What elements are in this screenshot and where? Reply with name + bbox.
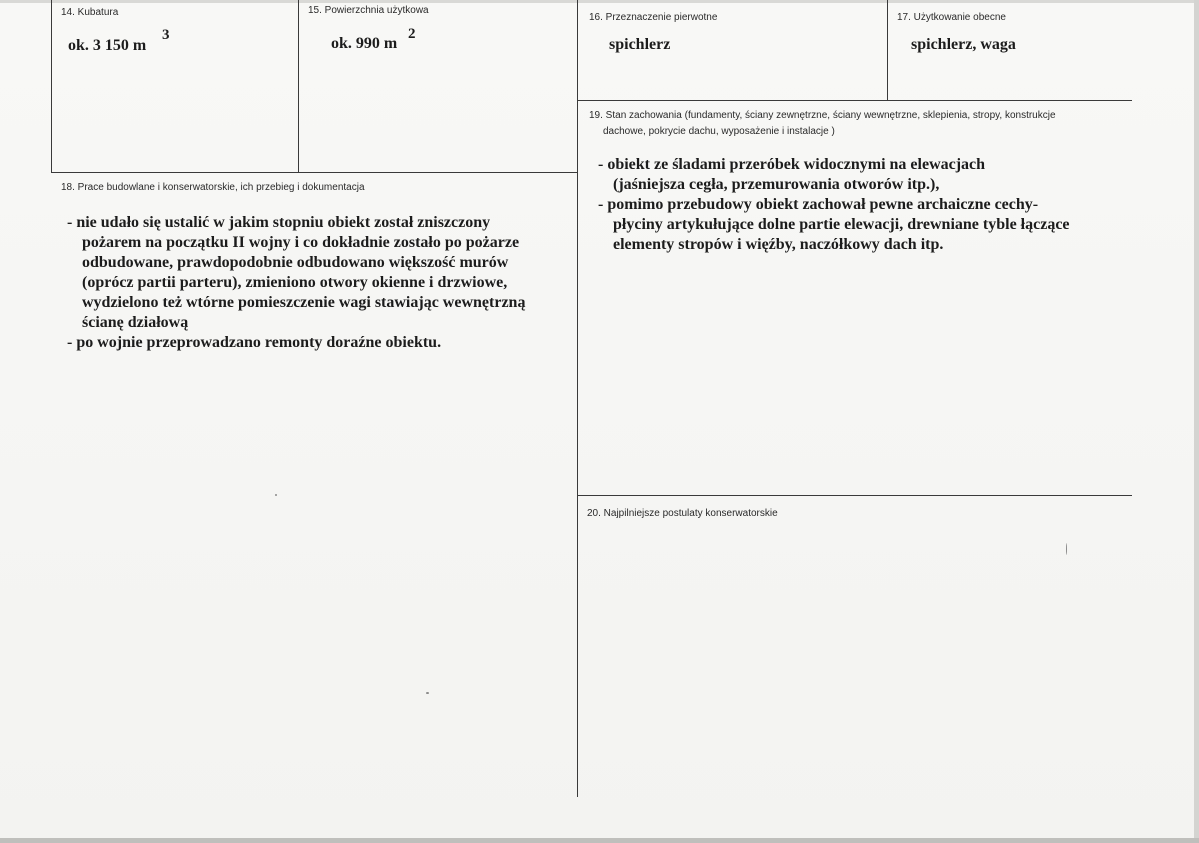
scan-edge-right — [1194, 0, 1199, 843]
field-14-label: 14. Kubatura — [61, 7, 119, 18]
field-19-label-line2: dachowe, pokrycie dachu, wyposażenie i instalacje ) — [603, 126, 835, 137]
field-20-label: 20. Najpilniejsze postulaty konserwatorskie — [587, 508, 778, 519]
field-17-label: 17. Użytkowanie obecne — [897, 12, 1006, 23]
field-19-line: - obiekt ze śladami przeróbek widocznymi na elewacjach — [598, 156, 986, 173]
field-16-value: spichlerz — [609, 36, 671, 53]
scan-speck — [426, 692, 429, 694]
field-18-line: wydzielono też wtórne pomieszczenie wagi stawiając wewnętrzną — [82, 294, 526, 311]
scan-edge-top — [0, 0, 1199, 3]
divider-14-15 — [298, 0, 299, 172]
field-18-text — [67, 213, 525, 353]
left-border-top — [51, 0, 52, 172]
field-16-label: 16. Przeznaczenie pierwotne — [589, 12, 718, 23]
field-19-line: płyciny artykułujące dolne partie elewacji, drewniane tyble łączące — [613, 216, 1070, 233]
center-divider — [577, 0, 578, 797]
field-18-label: 18. Prace budowlane i konserwatorskie, ich przebieg i dokumentacja — [61, 182, 365, 193]
field-18-line: (oprócz partii parteru), zmieniono otwory okienne i drzwiowe, — [82, 274, 508, 291]
field-19-line: elementy stropów i więźby, naczółkowy dach itp. — [613, 236, 944, 253]
row-divider-19-20 — [577, 495, 1132, 496]
scan-speck — [275, 494, 277, 496]
field-15-value: ok. 990 m — [331, 35, 398, 52]
field-18-line: pożarem na początku II wojny i co dokładnie zostało po pożarze — [82, 234, 520, 251]
field-14-unit-exponent: 3 — [162, 27, 170, 43]
field-14-value: ok. 3 150 m — [68, 37, 147, 54]
field-15-label: 15. Powierzchnia użytkowa — [308, 5, 429, 16]
field-18-line: odbudowane, prawdopodobnie odbudowano większość murów — [82, 254, 509, 271]
field-18-line: - po wojnie przeprowadzano remonty doraźne obiektu. — [67, 334, 442, 351]
divider-16-17 — [887, 0, 888, 100]
scan-speck — [1066, 543, 1067, 555]
field-19-line: - pomimo przebudowy obiekt zachował pewne archaiczne cechy- — [598, 196, 1039, 213]
field-19-line: (jaśniejsza cegła, przemurowania otworów itp.), — [613, 176, 940, 193]
row-divider-14-18 — [51, 172, 577, 173]
row-divider-16-19 — [577, 100, 1132, 101]
field-19-text — [598, 155, 1070, 255]
field-17-value: spichlerz, waga — [911, 36, 1016, 53]
field-18-line: ścianę działową — [82, 314, 189, 331]
scan-edge-bottom — [0, 838, 1199, 843]
field-19-label-line1: 19. Stan zachowania (fundamenty, ściany zewnętrzne, ściany wewnętrzne, sklepienia, stropy, konstrukcje — [589, 110, 1056, 121]
field-15-unit-exponent: 2 — [408, 26, 416, 42]
field-18-line: - nie udało się ustalić w jakim stopniu obiekt został zniszczony — [67, 214, 491, 231]
